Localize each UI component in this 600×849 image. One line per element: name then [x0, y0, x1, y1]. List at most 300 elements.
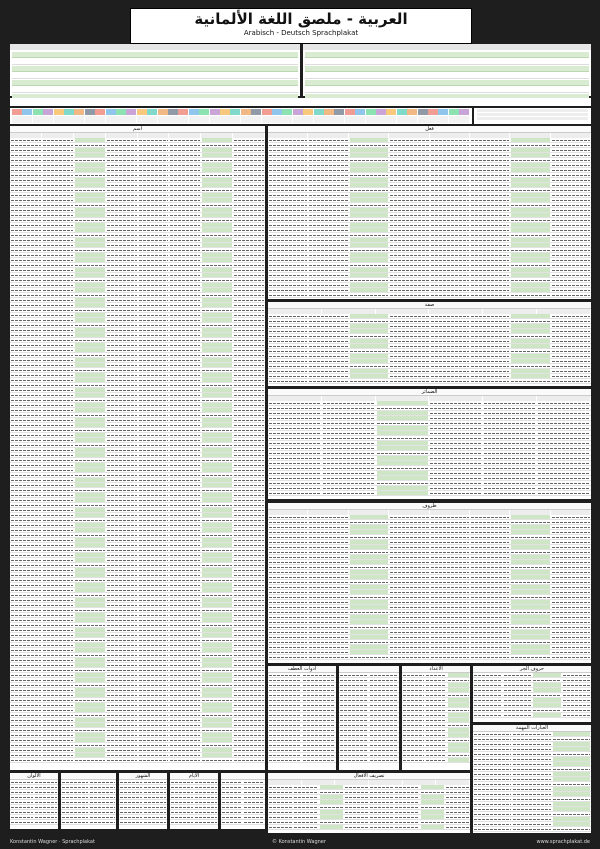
- table-cell: [303, 760, 335, 761]
- table-cell: [511, 265, 549, 266]
- table-cell: [75, 715, 105, 716]
- table-cell: [269, 812, 292, 813]
- table-cell: [269, 433, 321, 434]
- table-cell: [139, 315, 169, 316]
- table-cell: [107, 415, 137, 416]
- table-cell: [43, 660, 73, 661]
- table-cell: [563, 675, 591, 676]
- table-cell: [75, 145, 105, 146]
- table-cell: [170, 470, 200, 471]
- table-cell: [350, 336, 388, 337]
- table-cell: [139, 455, 169, 456]
- table-cell: [370, 807, 393, 808]
- table-cell: [139, 575, 169, 576]
- table-cell: [269, 582, 307, 583]
- table-cell: [430, 448, 482, 449]
- table-cell: [11, 760, 41, 761]
- table-cell: [269, 428, 321, 429]
- table-cell: [35, 822, 57, 823]
- table-cell: [471, 602, 509, 603]
- table-cell: [448, 703, 469, 707]
- table-cell: [139, 230, 169, 231]
- table-cell: [11, 670, 41, 671]
- conjunction-rows: [268, 673, 336, 763]
- table-cell: [11, 600, 41, 601]
- table-cell: [11, 390, 41, 391]
- table-cell: [390, 597, 428, 598]
- table-cell: [171, 822, 193, 823]
- table-cell: [202, 670, 232, 671]
- table-cell: [511, 329, 549, 333]
- table-cell: [552, 647, 590, 648]
- table-cell: [390, 295, 428, 296]
- table-cell: [107, 345, 137, 346]
- table-cell: [552, 321, 590, 322]
- table-cell: [431, 587, 469, 588]
- table-cell: [202, 310, 232, 311]
- table-cell: [511, 336, 549, 337]
- table-cell: [139, 460, 169, 461]
- table-cell: [90, 787, 116, 788]
- table-cell: [395, 817, 418, 818]
- table-cell: [309, 145, 347, 146]
- table-cell: [75, 310, 105, 311]
- table-cell: [471, 371, 509, 372]
- table-cell: [309, 582, 347, 583]
- table-cell: [390, 180, 428, 181]
- table-cell: [144, 782, 166, 783]
- table-cell: [11, 675, 41, 676]
- table-cell: [139, 735, 169, 736]
- table-cell: [552, 552, 590, 553]
- table-cell: [75, 328, 105, 332]
- table-cell: [269, 265, 307, 266]
- table-cell: [269, 463, 321, 464]
- table-cell: [431, 331, 469, 332]
- table-cell: [269, 185, 307, 186]
- table-cell: [269, 652, 307, 653]
- preposition-rows: [473, 673, 591, 718]
- section-adjectives: [268, 302, 591, 386]
- table-row: [61, 820, 116, 825]
- table-cell: [202, 238, 232, 242]
- table-cell: [234, 330, 264, 331]
- table-cell: [11, 750, 41, 751]
- table-cell: [552, 200, 590, 201]
- table-cell: [11, 255, 41, 256]
- table-cell: [202, 565, 232, 566]
- table-cell: [75, 708, 105, 712]
- table-cell: [170, 195, 200, 196]
- table-cell: [552, 220, 590, 221]
- table-cell: [552, 240, 590, 241]
- table-cell: [513, 809, 550, 810]
- table-cell: [11, 730, 41, 731]
- table-cell: [345, 807, 368, 808]
- table-cell: [234, 300, 264, 301]
- table-cell: [11, 550, 41, 551]
- table-cell: [309, 592, 347, 593]
- table-cell: [431, 285, 469, 286]
- table-cell: [269, 725, 301, 726]
- table-cell: [139, 285, 169, 286]
- table-cell: [350, 620, 388, 624]
- table-cell: [90, 822, 116, 823]
- table-cell: [202, 280, 232, 281]
- table-cell: [139, 330, 169, 331]
- table-cell: [75, 523, 105, 527]
- table-cell: [426, 745, 447, 746]
- table-cell: [170, 535, 200, 536]
- table-cell: [234, 545, 264, 546]
- table-cell: [75, 528, 105, 532]
- table-cell: [446, 792, 469, 793]
- table-cell: [269, 376, 307, 377]
- table-cell: [234, 650, 264, 651]
- table-cell: [552, 557, 590, 558]
- table-cell: [395, 812, 418, 813]
- alphabet-cell: [397, 109, 407, 123]
- alphabet-cell: [334, 109, 344, 123]
- table-cell: [75, 573, 105, 577]
- table-cell: [269, 180, 307, 181]
- table-cell: [234, 280, 264, 281]
- table-row: [10, 820, 58, 825]
- table-cell: [390, 285, 428, 286]
- table-cell: [170, 315, 200, 316]
- table-cell: [431, 230, 469, 231]
- table-cell: [511, 657, 549, 658]
- table-cell: [390, 230, 428, 231]
- table-cell: [269, 483, 321, 484]
- table-cell: [309, 366, 347, 367]
- table-cell: [431, 627, 469, 628]
- table-cell: [345, 797, 368, 798]
- table-cell: [43, 350, 73, 351]
- table-cell: [170, 605, 200, 606]
- table-cell: [170, 340, 200, 341]
- table-cell: [43, 575, 73, 576]
- table-cell: [370, 787, 393, 788]
- table-cell: [552, 265, 590, 266]
- table-cell: [139, 165, 169, 166]
- table-cell: [350, 545, 388, 549]
- section-pronouns: [268, 389, 591, 499]
- table-cell: [370, 690, 398, 691]
- table-cell: [170, 720, 200, 721]
- table-cell: [431, 346, 469, 347]
- table-cell: [431, 532, 469, 533]
- table-cell: [269, 715, 301, 716]
- table-cell: [533, 688, 561, 692]
- table-cell: [43, 560, 73, 561]
- table-cell: [107, 545, 137, 546]
- table-cell: [43, 550, 73, 551]
- table-cell: [430, 453, 482, 454]
- info-panel-right-lines: [303, 50, 591, 102]
- table-cell: [269, 817, 292, 818]
- table-cell: [107, 715, 137, 716]
- table-cell: [11, 685, 41, 686]
- table-cell: [234, 695, 264, 696]
- table-cell: [309, 215, 347, 216]
- table-cell: [320, 800, 343, 804]
- table-cell: [234, 355, 264, 356]
- table-cell: [234, 485, 264, 486]
- table-cell: [107, 385, 137, 386]
- day-rows: [170, 780, 218, 825]
- table-cell: [269, 371, 307, 372]
- table-cell: [345, 822, 368, 823]
- table-cell: [139, 250, 169, 251]
- table-cell: [553, 739, 590, 740]
- table-cell: [350, 268, 388, 272]
- table-cell: [431, 155, 469, 156]
- table-cell: [370, 725, 398, 726]
- table-cell: [11, 655, 41, 656]
- table-cell: [430, 493, 482, 494]
- table-cell: [90, 807, 116, 808]
- table-cell: [170, 475, 200, 476]
- table-cell: [202, 148, 232, 152]
- table-cell: [202, 733, 232, 737]
- info-line: [305, 80, 589, 86]
- table-cell: [269, 145, 307, 146]
- table-cell: [303, 755, 335, 756]
- table-cell: [323, 413, 375, 414]
- table-cell: [202, 580, 232, 581]
- table-cell: [350, 163, 388, 167]
- table-cell: [471, 225, 509, 226]
- table-cell: [107, 675, 137, 676]
- table-cell: [75, 685, 105, 686]
- table-cell: [234, 340, 264, 341]
- table-cell: [107, 550, 137, 551]
- alphabet-cell: [85, 109, 95, 123]
- table-cell: [35, 817, 57, 818]
- table-cell: [471, 316, 509, 317]
- table-cell: [377, 491, 429, 495]
- table-cell: [269, 695, 301, 696]
- table-cell: [538, 478, 590, 479]
- table-cell: [269, 260, 307, 261]
- table-cell: [202, 628, 232, 632]
- table-cell: [139, 660, 169, 661]
- table-cell: [269, 493, 321, 494]
- table-cell: [421, 785, 444, 789]
- table-cell: [75, 628, 105, 632]
- table-cell: [170, 600, 200, 601]
- table-cell: [370, 822, 393, 823]
- table-cell: [553, 792, 590, 796]
- table-cell: [471, 150, 509, 151]
- table-cell: [431, 557, 469, 558]
- table-cell: [269, 351, 307, 352]
- table-cell: [195, 802, 217, 803]
- table-cell: [75, 550, 105, 551]
- table-cell: [474, 824, 511, 825]
- table-cell: [538, 473, 590, 474]
- table-cell: [11, 325, 41, 326]
- table-cell: [139, 430, 169, 431]
- table-row: [268, 825, 470, 830]
- table-cell: [474, 829, 511, 830]
- table-cell: [269, 215, 307, 216]
- table-cell: [11, 440, 41, 441]
- footer-website[interactable]: www.sprachplakat.de: [536, 839, 590, 845]
- table-cell: [474, 690, 502, 691]
- table-cell: [202, 313, 232, 317]
- table-cell: [234, 360, 264, 361]
- table-cell: [377, 446, 429, 450]
- table-cell: [75, 553, 105, 557]
- table-cell: [474, 675, 502, 676]
- table-cell: [377, 476, 429, 480]
- table-cell: [75, 295, 105, 296]
- table-cell: [448, 728, 469, 732]
- table-cell: [43, 760, 73, 761]
- table-cell: [202, 520, 232, 521]
- table-cell: [309, 642, 347, 643]
- table-cell: [234, 520, 264, 521]
- table-cell: [390, 612, 428, 613]
- table-cell: [511, 612, 549, 613]
- table-cell: [511, 235, 549, 236]
- table-cell: [390, 195, 428, 196]
- table-cell: [75, 213, 105, 217]
- table-cell: [75, 448, 105, 452]
- table-cell: [43, 335, 73, 336]
- table-cell: [269, 802, 292, 803]
- table-cell: [11, 495, 41, 496]
- table-cell: [377, 468, 429, 469]
- table-cell: [390, 185, 428, 186]
- table-cell: [403, 695, 424, 696]
- table-cell: [107, 575, 137, 576]
- table-cell: [234, 690, 264, 691]
- table-cell: [269, 562, 307, 563]
- table-cell: [202, 508, 232, 512]
- table-cell: [139, 670, 169, 671]
- table-cell: [553, 822, 590, 826]
- table-cell: [202, 138, 232, 142]
- table-cell: [170, 310, 200, 311]
- table-cell: [309, 195, 347, 196]
- table-cell: [471, 215, 509, 216]
- table-cell: [139, 170, 169, 171]
- table-cell: [43, 705, 73, 706]
- table-cell: [139, 625, 169, 626]
- table-cell: [370, 827, 393, 828]
- table-cell: [107, 540, 137, 541]
- month-rows: [119, 780, 167, 825]
- table-cell: [234, 395, 264, 396]
- table-cell: [390, 346, 428, 347]
- section-time: [221, 773, 265, 829]
- table-cell: [350, 175, 388, 176]
- table-cell: [90, 792, 116, 793]
- table-cell: [234, 165, 264, 166]
- table-cell: [75, 723, 105, 727]
- table-cell: [269, 458, 321, 459]
- table-cell: [170, 165, 200, 166]
- table-cell: [43, 150, 73, 151]
- table-cell: [370, 750, 398, 751]
- table-cell: [202, 268, 232, 272]
- table-cell: [43, 665, 73, 666]
- table-cell: [552, 361, 590, 362]
- table-cell: [11, 320, 41, 321]
- table-cell: [75, 733, 105, 737]
- table-cell: [11, 695, 41, 696]
- table-cell: [309, 351, 347, 352]
- table-cell: [170, 490, 200, 491]
- table-cell: [170, 445, 200, 446]
- table-cell: [552, 250, 590, 251]
- table-cell: [170, 485, 200, 486]
- table-cell: [35, 802, 57, 803]
- table-cell: [563, 680, 591, 681]
- table-cell: [139, 650, 169, 651]
- table-cell: [513, 819, 550, 820]
- table-cell: [107, 325, 137, 326]
- table-cell: [11, 560, 41, 561]
- table-cell: [350, 635, 388, 639]
- table-cell: [234, 185, 264, 186]
- table-cell: [504, 680, 532, 681]
- table-cell: [552, 150, 590, 151]
- table-cell: [511, 530, 549, 534]
- table-cell: [350, 560, 388, 564]
- alphabet-cell: [366, 109, 376, 123]
- table-cell: [390, 280, 428, 281]
- table-cell: [323, 478, 375, 479]
- section-title: صفة: [268, 302, 591, 309]
- table-cell: [43, 245, 73, 246]
- table-cell: [552, 180, 590, 181]
- table-cell: [139, 510, 169, 511]
- table-cell: [269, 443, 321, 444]
- alphabet-cell: [189, 109, 199, 123]
- table-cell: [202, 178, 232, 182]
- table-cell: [202, 475, 232, 476]
- alphabet-cell: [74, 109, 84, 123]
- table-row: [221, 820, 265, 825]
- table-cell: [11, 510, 41, 511]
- table-cell: [350, 555, 388, 559]
- table-cell: [11, 360, 41, 361]
- table-cell: [202, 538, 232, 542]
- table-cell: [75, 273, 105, 277]
- table-cell: [202, 205, 232, 206]
- table-cell: [43, 310, 73, 311]
- table-cell: [303, 700, 335, 701]
- table-cell: [234, 220, 264, 221]
- table-cell: [43, 205, 73, 206]
- table-cell: [202, 213, 232, 217]
- table-cell: [11, 350, 41, 351]
- table-cell: [269, 760, 301, 761]
- table-cell: [75, 663, 105, 667]
- table-cell: [234, 530, 264, 531]
- table-cell: [430, 478, 482, 479]
- table-cell: [222, 797, 242, 798]
- table-cell: [309, 622, 347, 623]
- table-cell: [309, 280, 347, 281]
- alphabet-cell: [282, 109, 292, 123]
- table-cell: [345, 802, 368, 803]
- table-cell: [511, 344, 549, 348]
